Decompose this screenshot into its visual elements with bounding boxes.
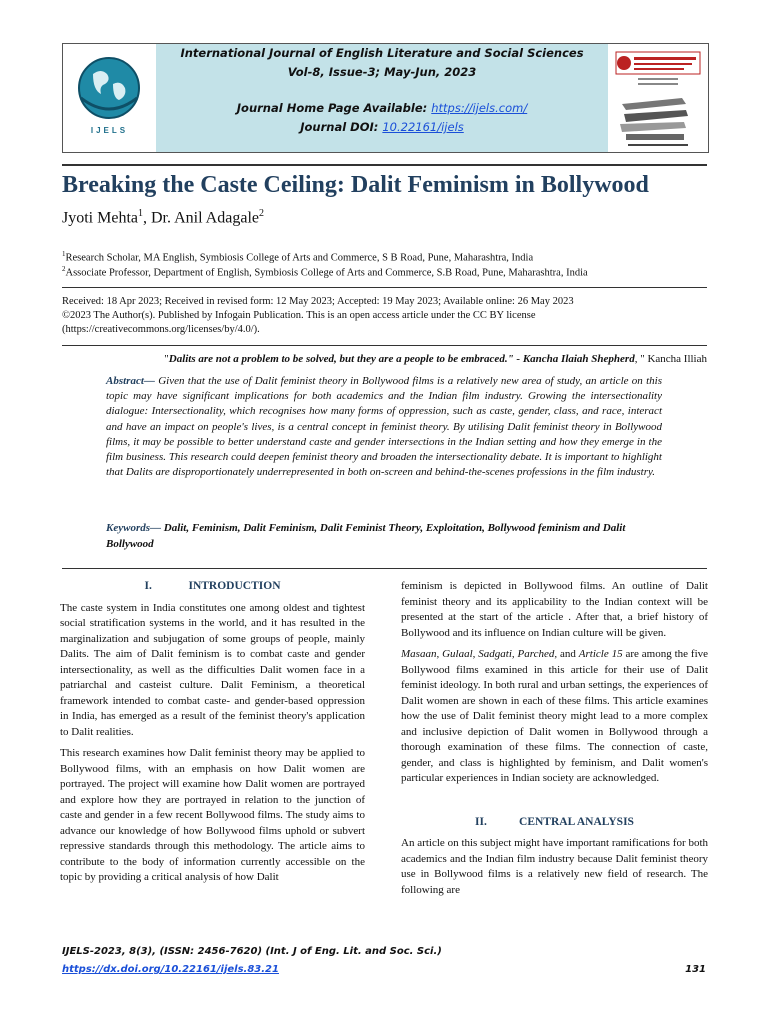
section-1-number: I. [144,580,152,592]
journal-header [62,43,709,153]
affiliation-rule [62,287,707,288]
home-label: Journal Home Page Available: [236,101,432,115]
journal-logo [63,44,156,152]
affiliation-1 [62,250,533,264]
doi-label: Journal DOI: [300,120,383,134]
affiliation-2-sup: 2 [62,265,66,273]
section-2-title: CENTRAL ANALYSIS [519,815,634,828]
author-1: Jyoti Mehta [62,209,138,227]
author-2-sup: 2 [258,208,264,219]
cover-image-icon [608,44,708,152]
paragraph-films [401,647,708,787]
affiliation-2 [62,265,588,279]
logo-text: IJELS [90,126,129,135]
left-column [60,579,365,892]
keywords-heading: Keywords— [106,522,161,534]
right-column [401,579,708,904]
film-and: and [557,648,579,660]
received-dates: Received: 18 Apr 2023; Received in revised form: 12 May 2023; Accepted: 19 May 2023; Available online: 26 May 2023 [62,296,574,307]
license-link[interactable]: (https://creativecommons.org/licenses/by/4.0/). [62,324,260,335]
film-article-15: Article 15 [578,648,623,660]
paragraph: An article on this subject might have important ramifications for both academics and the Indian film industry because Dalit feminist theory use in Bollywood films is a relatively new field of research. The following are [401,837,708,896]
journal-info [156,44,608,152]
article-title: Breaking the Caste Ceiling: Dalit Feminism in Bollywood [62,172,649,198]
abstract-rule [62,568,707,569]
footer-doi-link[interactable]: https://dx.doi.org/10.22161/ijels.83.21 [62,964,279,975]
journal-issue: Vol-8, Issue-3; May-Jun, 2023 [287,65,477,79]
epigraph-quote [62,353,707,365]
quote-text: Dalits are not a problem to be solved, but they are a people to be embraced." - Kancha Ilaiah Shepherd [168,353,635,365]
journal-name: International Journal of English Literature and Social Sciences [180,46,584,60]
quote-tail: , " Kancha Illiah [634,353,707,365]
journal-home-line [156,101,608,115]
paragraph: This research examines how Dalit feminist theory may be applied to Bollywood films, with an emphasis on how Dalit women are portrayed. The project will examine how Dalit women are portrayed and explore how they are portrayed in relation to the junction of caste and gender in a few recent Bollywood films. The study aims to advance our knowledge of how Bollywood films uphold or subvert repressive standards through this methodology. The article aims to contribute to the body of information currently accessible on the topic by providing a critical analysis of how Dalit [60,747,365,883]
home-link[interactable]: https://ijels.com/ [431,101,528,115]
section-1-heading [60,579,365,595]
header-rule [62,164,707,166]
quote-open: " [164,353,169,365]
footer-citation: IJELS-2023, 8(3), (ISSN: 2456-7620) (Int. J of Eng. Lit. and Soc. Sci.) [62,946,442,957]
author-1-sup: 1 [138,208,143,219]
keywords-text: Dalit, Feminism, Dalit Feminism, Dalit Feminist Theory, Exploitation, Bollywood feminism and Dalit Bollywood [106,522,626,550]
affiliation-1-sup: 1 [62,250,66,258]
paragraph: The caste system in India constitutes one among oldest and tightest social stratification systems in the world, and it has resulted in the marginalization and subjugation of some groups of people, mainly Dalits. The aim of Dalit feminism is to combat caste and gender intersectionality, as well as the difficulties Dalit women face in a patriarchal and casteist culture. Dalit Feminism, a theoretical framework intended to combat caste- and gender-based oppression in India, has emerged as a result of the feminist theory's application to Dalit realities. [60,601,365,738]
page-number: 131 [685,964,706,975]
section-2-heading [401,815,708,831]
section-2-number: II. [475,815,487,828]
article-history [62,295,574,337]
paragraph-films-text: are among the five Bollywood films examined in this article for their use of Dalit feminist ideology. In both rural and urban settings, the experiences of Dalit women are shown in each of these films. This article examines how the use of Dalit feminist theory might lead to a more complex and inclusive depiction of Dalit women in Bollywood through a thorough examination of these films. The connection of caste, gender, and class is highlighted by feminism, and Dalit women's particular experiences in Indian society are acknowledged. [401,648,709,784]
keywords [106,521,662,552]
journal-cover-image [608,44,708,152]
doi-link[interactable]: 10.22161/ijels [382,120,464,134]
abstract-text: Given that the use of Dalit feminist theory in Bollywood films is a relatively new area of study, an article on this topic may have significant implications for both academics and the Indian film industry. Growing the intersectionality dialogue: Intersectionality, which recognises how many forms of oppression, such as caste, gender, class, and race, interact and have an impact on people's lives, is a central concept in feminist theory. By utilising Dalit feminist theory in Bollywood films, it may be possible to better understand caste and gender intersections in the Indian setting and how they emerge in the film business. This research could deepen feminist theory and broaden the intersectionality debate. It is important to highlight that Dalits are disproportionately underrepresented in both on-screen and behind-the-scenes professions in the film industry. [106,375,662,479]
affiliation-1-text: Research Scholar, MA English, Symbiosis College of Arts and Commerce, S B Road, Pune, Maharashtra, India [65,252,534,264]
affiliation-2-text: Associate Professor, Department of English, Symbiosis College of Arts and Commerce, S.B Road, Pune, Maharashtra, India [65,267,588,279]
paragraph: feminism is depicted in Bollywood films. An outline of Dalit feminist theory and its applicability to the Indian context will be presented at the start of the article . After that, a brief history of Bollywood and its influence on Indian culture will be given. [401,580,708,639]
globe-logo-icon [63,44,156,128]
copyright-line: ©2023 The Author(s). Published by Infogain Publication. This is an open access article under the CC BY license [62,310,536,321]
author-2: , Dr. Anil Adagale [143,209,259,227]
history-rule [62,345,707,346]
abstract-heading: Abstract— [106,375,155,387]
section-1-title: INTRODUCTION [188,580,281,592]
film-list: Masaan, Gulaal, Sadgati, Parched, [401,648,558,660]
abstract [106,374,662,480]
authors [62,208,264,227]
journal-doi-line [156,120,608,134]
